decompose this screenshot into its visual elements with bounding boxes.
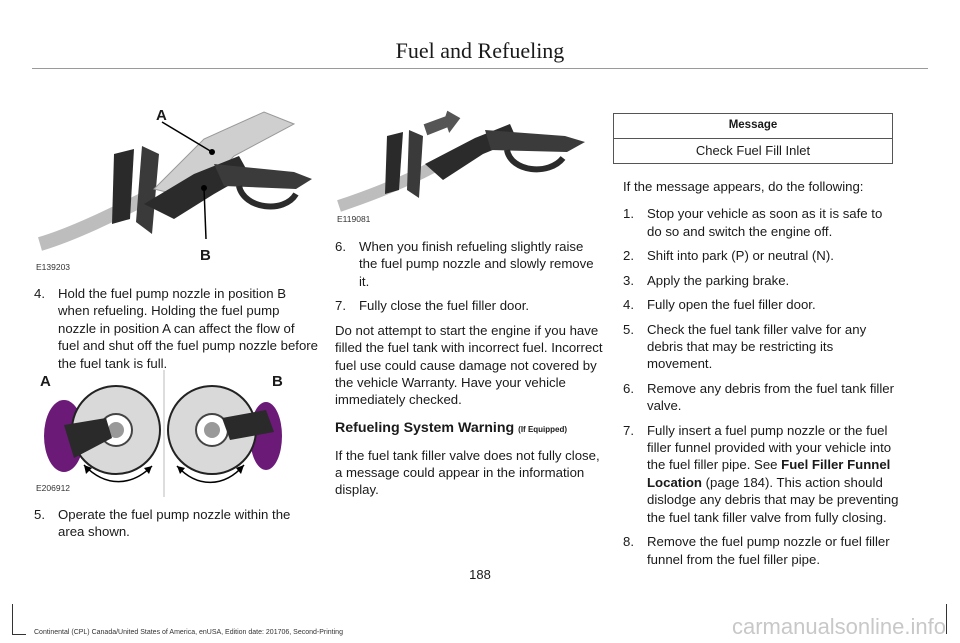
crop-mark bbox=[946, 604, 947, 634]
callout-b: B bbox=[272, 373, 283, 390]
step-5 bbox=[34, 506, 319, 548]
step-text: Shift into park (P) or neutral (N). bbox=[647, 248, 834, 264]
step-text: Fully open the fuel filler door. bbox=[647, 297, 816, 313]
edition-footer: Continental (CPL) Canada/United States of America, enUSA, Edition date: 201706, Second-Printing bbox=[34, 629, 343, 636]
step-text: Apply the parking brake. bbox=[647, 272, 790, 288]
callout-a: A bbox=[156, 107, 167, 124]
list-item bbox=[623, 205, 899, 240]
warning-paragraph: Do not attempt to start the engine if you have filled the fuel tank with incorrect fuel. Incorrect fuel use could cause damage not covered by the vehicle Warranty. Have your vehicle immediately checked. bbox=[335, 322, 603, 408]
page-number: 188 bbox=[469, 567, 491, 582]
step-number: 4. bbox=[623, 297, 634, 313]
list-item bbox=[623, 380, 899, 415]
section-title: Refueling System Warning bbox=[335, 419, 515, 436]
section-qualifier: (If Equipped) bbox=[518, 424, 568, 434]
step-text: Hold the fuel pump nozzle in position B when refueling. Holding the fuel pump nozzle in position A can affect the flow of fuel and shut off the fuel pump nozzle before the fuel tank is full. bbox=[58, 286, 319, 371]
section-heading bbox=[335, 419, 603, 438]
step-number: 5. bbox=[34, 507, 45, 522]
figure-nozzle-position bbox=[34, 94, 319, 274]
step-text: Fully insert a fuel pump nozzle or the fuel filler funnel provided with your vehicle into the fuel filler pipe. See bbox=[647, 422, 892, 473]
table-cell: Check Fuel Fill Inlet bbox=[614, 139, 893, 164]
nozzle-illustration bbox=[34, 94, 319, 274]
list-item bbox=[623, 272, 899, 289]
figure-nozzle-removal bbox=[335, 94, 603, 224]
crop-mark bbox=[12, 634, 26, 635]
step-number: 6. bbox=[623, 380, 634, 396]
cross-reference-link[interactable]: Fuel Filler Funnel Location bbox=[647, 457, 891, 490]
step-4 bbox=[34, 285, 319, 379]
header-divider bbox=[32, 68, 928, 69]
figure-code: E119081 bbox=[337, 214, 371, 224]
callout-b: B bbox=[200, 247, 211, 264]
nozzle-removal-illustration bbox=[335, 94, 603, 224]
step-text: Fully close the fuel filler door. bbox=[359, 298, 530, 314]
step-number: 4. bbox=[34, 286, 45, 301]
step-number: 2. bbox=[623, 248, 634, 264]
list-item bbox=[623, 422, 899, 527]
step-text: Check the fuel tank filler valve for any debris that may be restricting its movement. bbox=[647, 321, 867, 372]
list-item bbox=[623, 321, 899, 373]
col2-text bbox=[335, 238, 603, 507]
step-text: Stop your vehicle as soon as it is safe to do so and switch the engine off. bbox=[647, 206, 883, 239]
table-header: Message bbox=[614, 114, 893, 139]
step-number: 8. bbox=[623, 534, 634, 550]
section-paragraph: If the fuel tank filler valve does not fully close, a message could appear in the information display. bbox=[335, 447, 600, 498]
list-item bbox=[623, 247, 899, 264]
step-text: (page 184). This action should dislodge any debris that may be preventing the fuel tank filler valve from fully closing. bbox=[647, 474, 899, 525]
callout-a: A bbox=[40, 373, 51, 390]
list-item bbox=[623, 533, 899, 568]
step-text: Operate the fuel pump nozzle within the area shown. bbox=[58, 507, 291, 540]
procedure-list bbox=[623, 205, 899, 568]
step-number: 6. bbox=[335, 239, 346, 254]
intro-text: If the message appears, do the following: bbox=[623, 179, 864, 194]
message-table bbox=[613, 113, 893, 164]
figure-code: E206912 bbox=[36, 483, 71, 493]
step-number: 7. bbox=[623, 422, 634, 438]
page-title: Fuel and Refueling bbox=[395, 38, 565, 63]
step-number: 1. bbox=[623, 206, 634, 222]
figure-code: E139203 bbox=[36, 262, 71, 272]
crop-mark bbox=[12, 604, 13, 634]
figure-operating-area bbox=[34, 370, 319, 497]
step-text: Remove the fuel pump nozzle or fuel filler funnel from the fuel filler pipe. bbox=[647, 534, 890, 567]
col3-text bbox=[623, 178, 899, 575]
step-number: 7. bbox=[335, 298, 346, 314]
list-item bbox=[623, 296, 899, 313]
step-text: Remove any debris from the fuel tank filler valve. bbox=[647, 380, 895, 414]
step-number: 5. bbox=[623, 321, 634, 337]
watermark: carmanualsonline.info bbox=[731, 614, 946, 639]
step-number: 3. bbox=[623, 272, 634, 288]
step-text: When you finish refueling slightly raise the fuel pump nozzle and slowly remove it. bbox=[359, 239, 594, 289]
